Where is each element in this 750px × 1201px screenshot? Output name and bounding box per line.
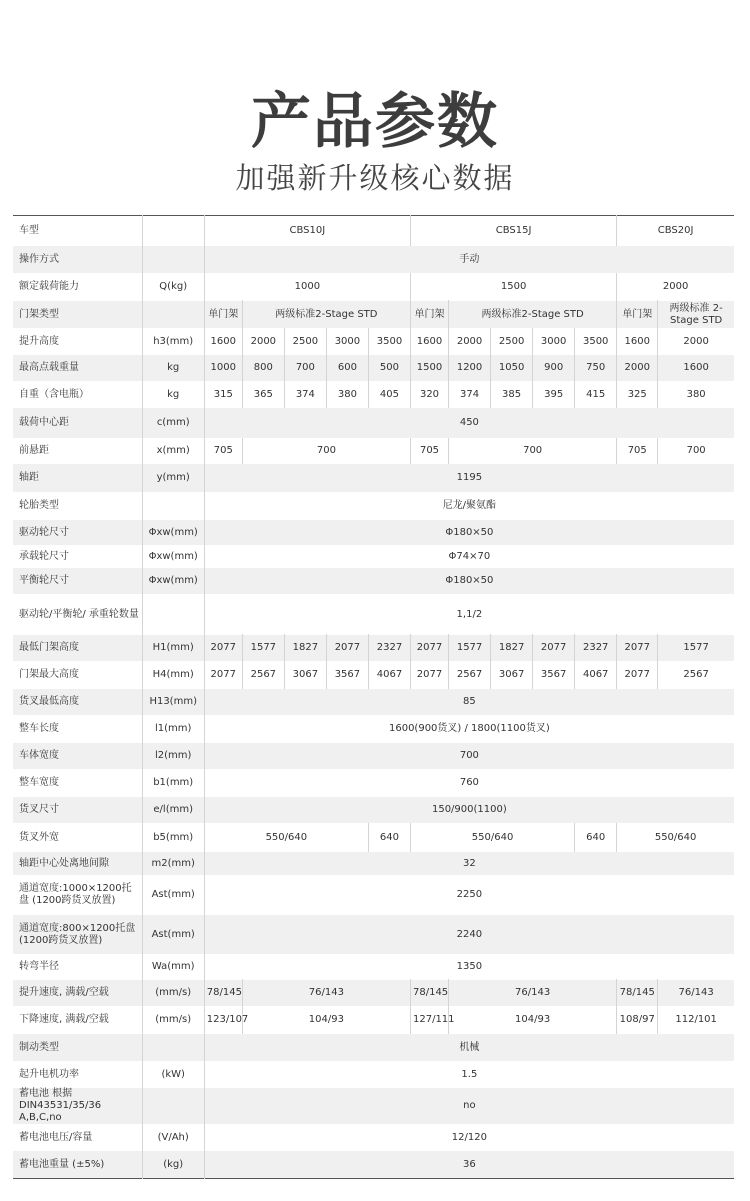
row-unit [142,246,204,274]
table-cell: 2000 [449,329,491,355]
table-cell: 32 [463,857,476,869]
table-row [13,439,734,464]
table-cell: 123/107 [204,1007,242,1034]
table-row [13,635,734,662]
row-label: 车体宽度 [13,743,142,770]
row-unit: Φxw(mm) [142,546,204,568]
row-unit: e/l(mm) [142,797,204,824]
table-cell: 单门架 [410,301,448,329]
table-row [13,246,734,274]
table-cell: no [463,1100,476,1111]
row-unit: Φxw(mm) [142,568,204,595]
table-cell: 1827 [491,635,533,662]
table-cell: 750 [575,355,617,382]
table-cell: 1195 [456,472,483,483]
row-label: 最低门架高度 [13,635,142,662]
row-unit: b1(mm) [142,770,204,797]
table-cell: 12/120 [451,1131,487,1143]
table-cell: 2240 [456,928,483,940]
table-cell: 385 [491,382,533,408]
table-cell: 325 [617,382,658,408]
row-unit: Ast(mm) [142,915,204,955]
table-cell: 2077 [204,635,242,662]
table-cell: 500 [368,355,410,382]
table-cell: 78/145 [410,980,448,1007]
table-cell: 395 [533,382,575,408]
row-label: 货叉最低高度 [13,689,142,716]
row-label: 起升电机功率 [13,1062,142,1088]
row-unit: kg [142,382,204,408]
row-unit [142,595,204,635]
table-cell: 550/640 [204,824,368,852]
row-unit: kg [142,355,204,382]
table-cell: 1.5 [461,1068,478,1080]
table-row [13,716,734,743]
table-cell: 单门架 [617,301,658,329]
table-cell: 1600 [204,329,242,355]
table-cell: 1,1/2 [456,608,483,620]
table-cell: 3500 [368,329,410,355]
table-cell: 3500 [575,329,617,355]
table-cell: 2000 [662,281,689,292]
row-label: 最高点载重量 [13,355,142,382]
table-cell: 2077 [410,635,448,662]
table-row [13,301,734,329]
table-row [13,329,734,355]
row-unit: (mm/s) [142,1007,204,1034]
table-cell: 两级标准2-Stage STD [242,301,410,329]
table-row [13,1088,734,1125]
table-cell: Φ180×50 [445,575,494,586]
table-cell: 2567 [242,662,284,689]
row-label: 轴距中心处离地间隙 [13,852,142,876]
table-cell: 2077 [617,635,658,662]
spec-table-body [13,216,734,1179]
row-unit: (kW) [142,1062,204,1088]
table-cell: CBS15J [410,216,616,246]
row-label: 提升高度 [13,329,142,355]
table-cell: 78/145 [617,980,658,1007]
table-cell: 150/900(1100) [431,804,507,815]
row-unit: Q(kg) [142,274,204,301]
table-cell: 1500 [410,355,448,382]
table-cell: 机械 [459,1041,480,1053]
spec-table [13,215,734,1179]
table-cell: CBS20J [657,224,694,236]
row-label: 通道宽度:800×1200托盘 (1200跨货叉放置) [13,915,142,955]
table-cell: 2077 [533,635,575,662]
table-cell: 1000 [204,355,242,382]
table-cell: 1577 [683,642,709,653]
table-row [13,743,734,770]
table-cell: 108/97 [617,1007,658,1034]
table-row [13,1007,734,1034]
row-unit: (V/Ah) [142,1125,204,1151]
row-unit: Φxw(mm) [142,520,204,546]
row-label: 整车宽度 [13,770,142,797]
table-cell: 3567 [326,662,368,689]
row-label: 提升速度, 满载/空载 [13,980,142,1007]
row-unit: c(mm) [142,408,204,439]
table-cell: 600 [326,355,368,382]
row-unit: H4(mm) [142,662,204,689]
row-unit: Wa(mm) [142,955,204,980]
row-unit [142,301,204,329]
table-cell: 1577 [242,635,284,662]
row-label: 下降速度, 满载/空载 [13,1007,142,1034]
row-label: 操作方式 [13,246,142,274]
row-label: 门架类型 [13,301,142,329]
table-row [13,797,734,824]
row-unit: (mm/s) [142,980,204,1007]
row-label: 制动类型 [13,1034,142,1062]
table-cell: 112/101 [675,1014,717,1025]
row-label: 蓄电池 根据DIN43531/35/36 A,B,C,no [13,1088,142,1125]
table-row [13,216,734,246]
table-row [13,408,734,439]
table-cell: 127/111 [410,1007,448,1034]
table-cell: 450 [459,417,479,428]
table-cell: 76/143 [449,980,617,1007]
table-row [13,274,734,301]
row-label: 车型 [13,216,142,246]
table-row [13,464,734,493]
table-cell: 1050 [491,355,533,382]
row-label: 驱动轮尺寸 [13,520,142,546]
table-cell: 700 [284,355,326,382]
row-label: 轮胎类型 [13,493,142,520]
table-cell: 550/640 [410,824,574,852]
row-label: 承载轮尺寸 [13,546,142,568]
table-cell: 2327 [368,635,410,662]
table-row [13,852,734,876]
row-unit: y(mm) [142,464,204,493]
table-cell: Φ180×50 [445,526,494,538]
table-row [13,595,734,635]
table-cell: 374 [284,382,326,408]
page-title: 产品参数 [251,87,499,157]
row-unit: b5(mm) [142,824,204,852]
table-cell: 315 [204,382,242,408]
row-unit [142,493,204,520]
table-cell: 405 [368,382,410,408]
table-cell: 365 [242,382,284,408]
row-label: 蓄电池重量 (±5%) [13,1151,142,1179]
table-cell: 2000 [617,355,658,382]
table-cell: 2000 [242,329,284,355]
table-cell: 705 [204,439,242,464]
table-row [13,1062,734,1088]
table-cell: Φ74×70 [448,550,491,562]
row-unit: l1(mm) [142,716,204,743]
table-cell: 2567 [683,669,709,680]
row-label: 货叉外宽 [13,824,142,852]
table-cell: 900 [533,355,575,382]
table-row [13,382,734,408]
row-unit: H13(mm) [142,689,204,716]
table-cell: 2500 [491,329,533,355]
table-cell: 85 [463,696,476,707]
table-cell: 76/143 [242,980,410,1007]
row-label: 轴距 [13,464,142,493]
row-unit: x(mm) [142,439,204,464]
row-label: 载荷中心距 [13,408,142,439]
table-cell: 700 [686,445,706,456]
table-cell: 374 [449,382,491,408]
table-cell: 104/93 [242,1007,410,1034]
table-cell: 700 [242,439,410,464]
table-cell: 705 [617,439,658,464]
table-row [13,1034,734,1062]
table-row [13,876,734,915]
table-cell: 两级标准 2-Stage STD [669,302,723,326]
table-cell: 640 [575,824,617,852]
row-label: 通道宽度:1000×1200托盘 (1200跨货叉放置) [13,876,142,915]
table-cell: 1600 [410,329,448,355]
page-subtitle: 加强新升级核心数据 [235,161,515,195]
table-cell: 尼龙/聚氨酯 [442,500,497,511]
table-row [13,770,734,797]
table-cell: 1500 [410,274,616,301]
table-cell: 2077 [410,662,448,689]
row-label: 驱动轮/平衡轮/ 承重轮数量 [13,595,142,635]
table-cell: 760 [459,777,479,788]
table-cell: 320 [410,382,448,408]
table-cell: 1200 [449,355,491,382]
row-label: 转弯半径 [13,955,142,980]
row-unit [142,1034,204,1062]
table-row [13,955,734,980]
table-cell: 3000 [533,329,575,355]
row-unit: m2(mm) [142,852,204,876]
row-unit: l2(mm) [142,743,204,770]
row-label: 货叉尺寸 [13,797,142,824]
row-unit [142,216,204,246]
table-cell: 2327 [575,635,617,662]
table-row [13,689,734,716]
table-cell: 104/93 [449,1007,617,1034]
table-cell: 2000 [683,335,709,347]
table-row [13,824,734,852]
table-cell: 4067 [368,662,410,689]
table-cell: 3000 [326,329,368,355]
table-cell: 705 [410,439,448,464]
table-row [13,662,734,689]
table-cell: 700 [449,439,617,464]
table-cell: 800 [242,355,284,382]
table-cell: 2077 [617,662,658,689]
table-cell: 1000 [204,274,410,301]
table-cell: 1577 [449,635,491,662]
row-unit: (kg) [142,1151,204,1179]
table-cell: 640 [368,824,410,852]
table-cell: 2077 [204,662,242,689]
table-cell: 1350 [456,961,483,972]
row-label: 蓄电池电压/容量 [13,1125,142,1151]
table-row [13,568,734,595]
table-cell: 4067 [575,662,617,689]
table-cell: 3067 [284,662,326,689]
table-cell: 78/145 [204,980,242,1007]
table-cell: 两级标准2-Stage STD [449,301,617,329]
row-unit: H1(mm) [142,635,204,662]
table-cell: 单门架 [204,301,242,329]
table-cell: 380 [326,382,368,408]
row-unit [142,1088,204,1125]
table-cell: 2500 [284,329,326,355]
table-cell: 2077 [326,635,368,662]
table-cell: 415 [575,382,617,408]
table-cell: 1600 [683,362,709,373]
table-cell: 76/143 [678,987,714,998]
table-row [13,1125,734,1151]
table-row [13,520,734,546]
row-label: 平衡轮尺寸 [13,568,142,595]
table-cell: 1827 [284,635,326,662]
table-row [13,980,734,1007]
table-cell: 1600 [617,329,658,355]
row-label: 自重（含电瓶） [13,382,142,408]
row-label: 前悬距 [13,439,142,464]
row-label: 门架最大高度 [13,662,142,689]
table-cell: 1600(900货叉) / 1800(1100货叉) [388,723,550,734]
table-cell: 380 [686,388,706,400]
table-cell: 3067 [491,662,533,689]
table-row [13,355,734,382]
table-row [13,915,734,955]
row-label: 额定载荷能力 [13,274,142,301]
table-cell: 2250 [456,889,483,900]
table-cell: 550/640 [654,831,697,843]
table-cell: CBS10J [204,216,410,246]
row-unit: h3(mm) [142,329,204,355]
table-row [13,493,734,520]
table-cell: 36 [463,1158,476,1170]
table-cell: 手动 [459,253,480,265]
row-label: 整车长度 [13,716,142,743]
table-row [13,546,734,568]
table-row [13,1151,734,1179]
table-cell: 2567 [449,662,491,689]
table-cell: 3567 [533,662,575,689]
row-unit: Ast(mm) [142,876,204,915]
table-cell: 700 [459,750,479,761]
